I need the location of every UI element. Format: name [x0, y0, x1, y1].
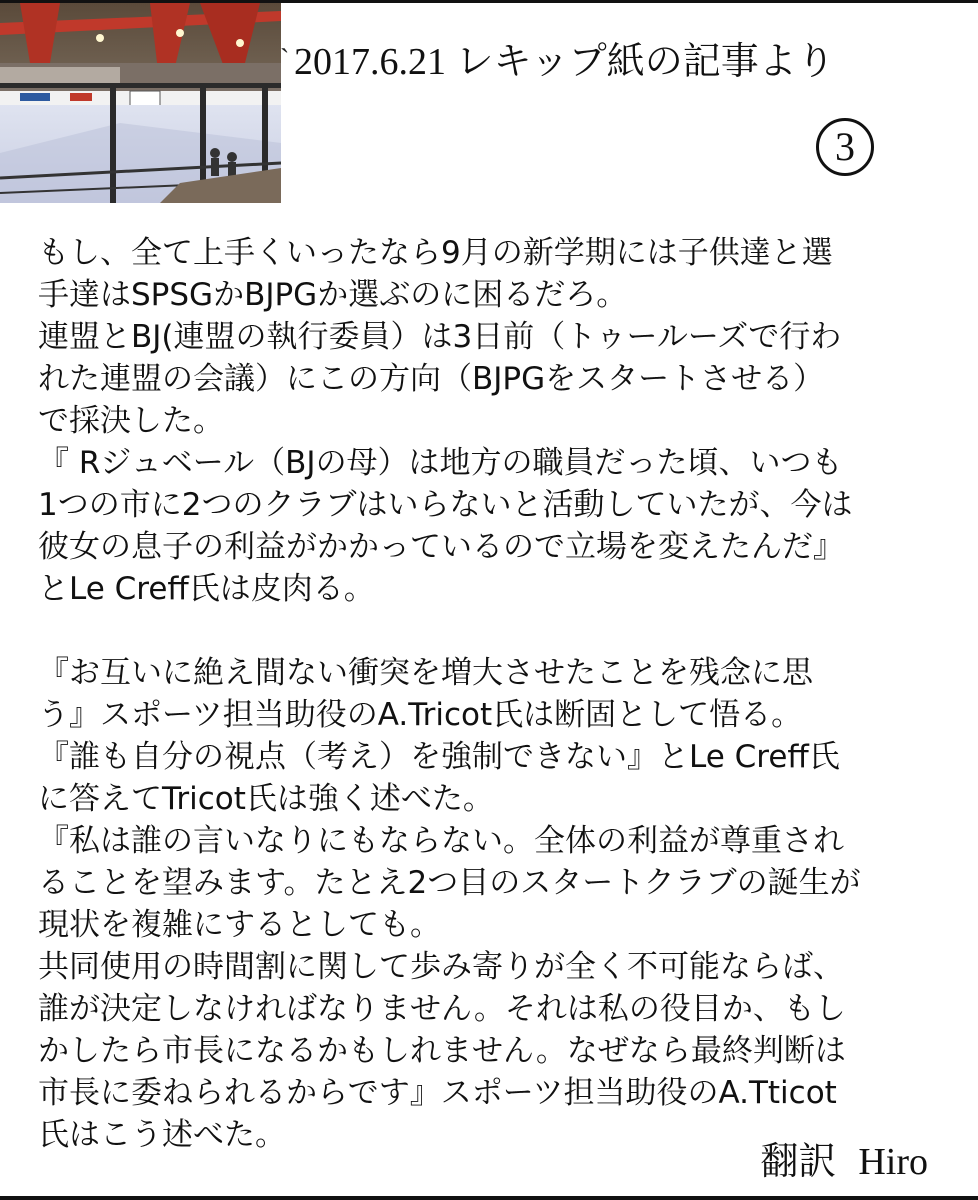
body-line: に答えてTricot氏は強く述べた。 — [38, 781, 494, 817]
article-body — [38, 232, 958, 1156]
body-line: 1つの市に2つのクラブはいらないと活動していたが、今は — [38, 487, 853, 523]
body-line: 市長に委ねられるからです』スポーツ担当助役のA.Tticot — [38, 1075, 837, 1111]
body-line: で採決した。 — [38, 403, 224, 439]
body-line: う』スポーツ担当助役のA.Tricot氏は断固として悟る。 — [38, 697, 803, 733]
article-title: 2017.6.21 レキップ紙の記事より — [294, 41, 835, 83]
body-line: 『 Rジュベール（BJの母）は地方の職員だった頃、いつも — [38, 445, 843, 481]
header-tick-mark: ` — [280, 44, 290, 75]
body-line: 誰が決定しなければなりません。それは私の役目か、もし — [38, 991, 846, 1027]
credit-name: Hiro — [858, 1141, 928, 1183]
page-number-badge: 3 — [816, 118, 874, 176]
credit-label: 翻訳 — [760, 1141, 837, 1183]
body-line: かしたら市長になるかもしれません。なぜなら最終判断は — [38, 1033, 846, 1069]
body-line: 連盟とBJ(連盟の執行委員）は3日前（トゥールーズで行わ — [38, 319, 842, 355]
paragraph-gap — [38, 610, 958, 652]
translator-credit — [760, 1138, 928, 1186]
body-line: 『私は誰の言いなりにもならない。全体の利益が尊重され — [38, 823, 844, 859]
body-line: 手達はSPSGかBJPGか選ぶのに困るだろ。 — [38, 277, 628, 313]
body-line: 『お互いに絶え間ない衝突を増大させたことを残念に思 — [38, 655, 813, 691]
ice-rink-photo — [0, 3, 281, 203]
body-line: 『誰も自分の視点（考え）を強制できない』とLe Creff氏 — [38, 739, 840, 775]
body-line: 氏はこう述べた。 — [38, 1117, 286, 1153]
bottom-border — [0, 1196, 978, 1200]
body-line: 共同使用の時間割に関して歩み寄りが全く不可能ならば、 — [38, 949, 844, 985]
body-line: とLe Creff氏は皮肉る。 — [38, 571, 375, 607]
body-line: ることを望みます。たとえ2つ目のスタートクラブの誕生が — [38, 865, 861, 901]
body-line: 現状を複雑にするとしても。 — [38, 907, 441, 943]
body-line: 彼女の息子の利益がかかっているので立場を変えたんだ』 — [38, 529, 844, 565]
body-line: れた連盟の会議）にこの方向（BJPGをスタートさせる） — [38, 361, 825, 397]
body-line: もし、全て上手くいったなら9月の新学期には子供達と選 — [38, 235, 833, 271]
